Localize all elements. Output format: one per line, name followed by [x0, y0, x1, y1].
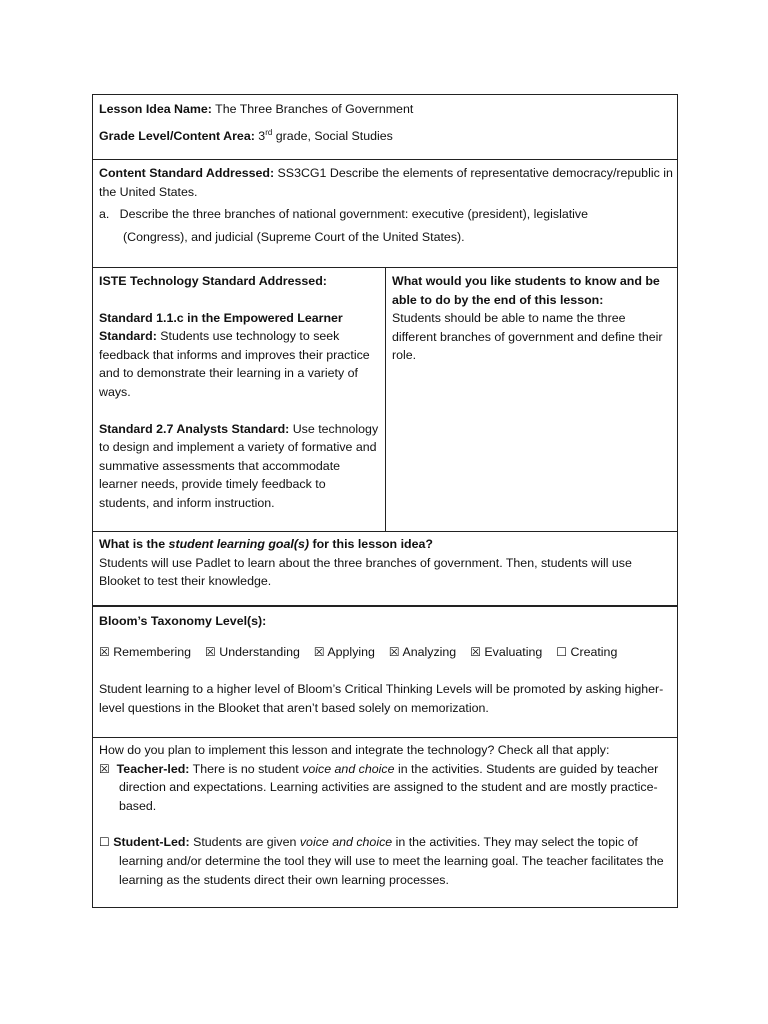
- checkbox-checked-icon[interactable]: ☒: [388, 644, 400, 659]
- bloom-level-label: Understanding: [219, 644, 300, 659]
- standard-1-text: Students use technology to seek feedback that informs and improves their practice and to demonstrate their learning in a variety of ways.: [99, 329, 370, 399]
- grade-rest: grade, Social Studies: [275, 128, 393, 143]
- checkbox-checked-icon[interactable]: ☒: [205, 644, 216, 659]
- content-standard-text: [99, 164, 673, 201]
- bloom-level-label: Evaluating: [484, 644, 543, 659]
- bloom-level-evaluating[interactable]: [470, 643, 542, 662]
- objectives-text: Students should be able to name the three different branches of government and define their role.: [392, 311, 663, 363]
- iste-cell: [93, 269, 385, 516]
- grade-line: [99, 124, 673, 146]
- goal-q-emphasis: student learning goal(s): [168, 537, 309, 551]
- student-led-pre: Students are given: [193, 835, 297, 850]
- content-standard-cell: [93, 161, 679, 249]
- bloom-level-label: Remembering: [113, 644, 192, 659]
- teacher-led-label: Teacher-led:: [116, 761, 190, 776]
- divider: [93, 605, 677, 607]
- item-line-1: Describe the three branches of national government: executive (president), legislative: [119, 207, 589, 222]
- bloom-level-creating[interactable]: [556, 643, 617, 662]
- content-standard-item: [99, 205, 673, 224]
- bloom-level-label: Creating: [570, 644, 618, 659]
- standard-2: [99, 420, 379, 513]
- standard-2-text: Use technology to design and implement a variety of formative and summative assessments that accommodate learner needs, provide timely feedback to students, and inform instruction.: [99, 421, 379, 510]
- grade-suffix: rd: [265, 127, 273, 137]
- lesson-info-cell: [93, 97, 679, 148]
- lesson-name-line: [99, 100, 673, 119]
- teacher-led-pre: There is no student: [192, 761, 299, 776]
- content-standard-value: SS3CG1 Describe the elements of representative democracy/republic in the United States.: [99, 166, 673, 199]
- checkbox-checked-icon[interactable]: ☒: [470, 644, 481, 659]
- checkbox-checked-icon[interactable]: ☒: [313, 644, 325, 659]
- bloom-levels: [99, 643, 673, 662]
- goal-q-pre: What is the: [99, 537, 166, 551]
- bloom-level-analyzing[interactable]: [389, 643, 456, 662]
- iste-heading: ISTE Technology Standard Addressed:: [99, 274, 327, 288]
- teacher-led-emphasis: voice and choice: [302, 761, 395, 776]
- item-marker: a.: [99, 207, 110, 222]
- learning-goal-text: Students will use Padlet to learn about the three branches of government. Then, students will use Blooket to test their knowledge.: [99, 555, 632, 589]
- checkbox-checked-icon[interactable]: ☒: [99, 644, 110, 659]
- student-led-emphasis: voice and choice: [299, 835, 393, 850]
- item-line-2: (Congress), and judicial (Supreme Court of the United States).: [123, 229, 465, 244]
- learning-goal-question: [99, 535, 673, 554]
- bloom-level-applying[interactable]: [314, 643, 375, 662]
- teacher-led-post: in the activities. Students are guided by teacher direction and expectations. Learning activities are assigned to the student and are mostly practice-based.: [119, 761, 659, 813]
- bloom-text: Student learning to a higher level of Bloom’s Critical Thinking Levels will be promoted by asking higher-level questions in the Blooket that aren’t based solely on memorization.: [99, 682, 664, 715]
- objectives-cell: [386, 269, 679, 368]
- standard-1-label: Standard 1.1.c in the Empowered Learner Standard:: [99, 310, 343, 344]
- student-led-post: in the activities. They may select the topic of learning and/or determine the tool they will use to meet the learning goal. The teacher facilitates the learning as the students direct their own learning processes.: [119, 835, 664, 887]
- bloom-cell: [93, 609, 679, 720]
- standard-2-label: Standard 2.7 Analysts Standard:: [99, 421, 290, 436]
- teacher-led-option: [99, 760, 673, 816]
- checkbox-unchecked-icon[interactable]: ☐: [99, 835, 110, 850]
- student-led-label: Student-Led:: [113, 835, 190, 850]
- standard-1: [99, 309, 379, 402]
- objectives-heading: What would you like students to know and be able to do by the end of this lesson:: [392, 274, 660, 307]
- implementation-question: How do you plan to implement this lesson and integrate the technology? Check all that apply:: [99, 743, 610, 757]
- checkbox-checked-icon[interactable]: ☒: [99, 761, 110, 776]
- grade-label: Grade Level/Content Area:: [99, 128, 255, 143]
- content-standard-label: Content Standard Addressed:: [99, 166, 275, 180]
- goal-q-post: for this lesson idea?: [312, 537, 433, 551]
- lesson-name-label: Lesson Idea Name:: [99, 102, 212, 116]
- lesson-name-value: The Three Branches of Government: [215, 102, 414, 116]
- implementation-cell: [93, 738, 679, 892]
- bloom-level-label: Analyzing: [402, 644, 457, 659]
- lesson-plan-table: [92, 94, 678, 908]
- checkbox-unchecked-icon[interactable]: ☐: [556, 644, 568, 659]
- grade-number: 3: [258, 128, 266, 143]
- bloom-level-understanding[interactable]: [205, 643, 300, 662]
- divider: [93, 159, 677, 160]
- bloom-level-remembering[interactable]: [99, 643, 191, 662]
- learning-goal-cell: [93, 532, 679, 594]
- bloom-heading: Bloom’s Taxonomy Level(s):: [99, 614, 267, 628]
- student-led-option: [99, 833, 673, 889]
- bloom-level-label: Applying: [327, 644, 375, 659]
